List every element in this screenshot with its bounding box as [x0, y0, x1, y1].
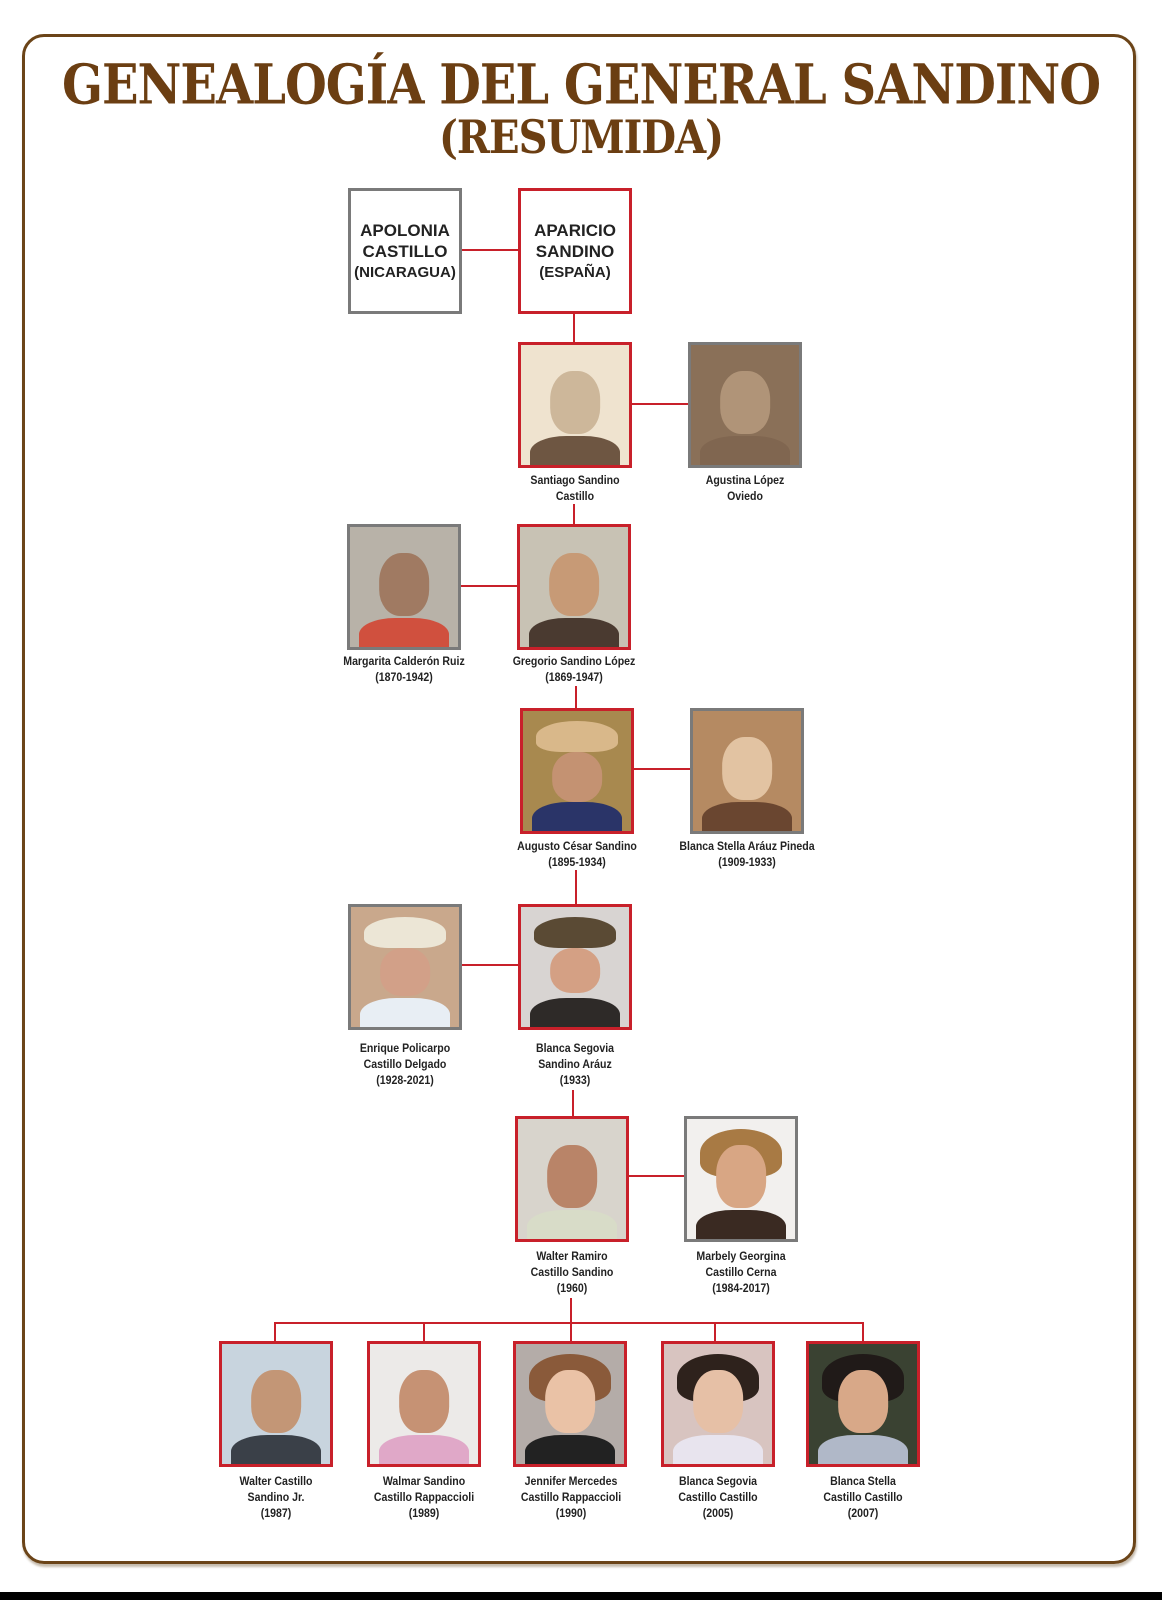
child-connector — [862, 1322, 864, 1342]
photo-walmar-sandino-castillo-rappaccioli — [367, 1341, 481, 1467]
child-connector — [570, 1322, 572, 1342]
photo-enrique-policarpo-castillo-delgado — [348, 904, 462, 1030]
person-label-enrique: Enrique Policarpo Castillo Delgado (1928-2021) — [359, 1041, 451, 1087]
origin: (NICARAGUA) — [354, 263, 456, 281]
photo-blanca-segovia-sandino-arauz — [518, 904, 632, 1030]
descent-connector — [570, 1298, 572, 1322]
child-connector — [274, 1322, 276, 1342]
photo-santiago-sandino-castillo — [518, 342, 632, 468]
person-box-aparicio-sandino — [518, 188, 632, 314]
descent-connector — [572, 1090, 574, 1116]
spouse-connector — [634, 768, 690, 770]
spouse-connector — [462, 249, 518, 251]
page-title: GENEALOGÍA DEL GENERAL SANDINO — [61, 52, 1101, 118]
descent-connector — [573, 314, 575, 342]
person-label-child: Walter Castillo Sandino Jr. (1987) — [239, 1474, 313, 1520]
person-label-augusto: Augusto César Sandino (1895-1934) — [517, 839, 637, 869]
photo-jennifer-mercedes-castillo-rappaccioli — [513, 1341, 627, 1467]
person-label-child: Blanca Segovia Castillo Castillo (2005) — [678, 1474, 758, 1520]
person-label-child: Jennifer Mercedes Castillo Rappaccioli (1990) — [520, 1474, 622, 1520]
photo-blanca-stella-castillo-castillo — [806, 1341, 920, 1467]
name-line: APARICIO — [534, 220, 616, 240]
person-label-gregorio: Gregorio Sandino López (1869-1947) — [512, 654, 636, 684]
descent-connector — [575, 686, 577, 708]
person-box-apolonia-castillo — [348, 188, 462, 314]
name-line: SANDINO — [535, 241, 615, 261]
spouse-connector — [461, 585, 517, 587]
children-bracket — [274, 1322, 864, 1324]
spouse-connector — [629, 1175, 684, 1177]
bottom-black-bar — [0, 1592, 1162, 1600]
photo-walter-ramiro-castillo-sandino — [515, 1116, 629, 1242]
person-label-agustina: Agustina López Oviedo — [705, 473, 785, 503]
child-connector — [423, 1322, 425, 1342]
person-label-child: Blanca Stella Castillo Castillo (2007) — [823, 1474, 903, 1520]
person-label-santiago: Santiago Sandino Castillo — [530, 473, 620, 503]
person-label-marbely: Marbely Georgina Castillo Cerna (1984-2017) — [696, 1249, 786, 1295]
person-label-blanca-segovia-sandino: Blanca Segovia Sandino Aráuz (1933) — [535, 1041, 615, 1087]
descent-connector — [575, 870, 577, 904]
photo-augusto-cesar-sandino — [520, 708, 634, 834]
spouse-connector — [632, 403, 688, 405]
photo-gregorio-sandino-lopez — [517, 524, 631, 650]
photo-margarita-calderon-ruiz — [347, 524, 461, 650]
spouse-connector — [462, 964, 518, 966]
person-label-blanca-stella-arauz: Blanca Stella Aráuz Pineda (1909-1933) — [679, 839, 815, 869]
photo-agustina-lopez-oviedo — [688, 342, 802, 468]
descent-connector — [573, 504, 575, 524]
child-connector — [714, 1322, 716, 1342]
origin: (ESPAÑA) — [539, 263, 611, 281]
page-subtitle: (RESUMIDA) — [438, 110, 724, 165]
name-line: APOLONIA — [360, 220, 450, 240]
name-line: CASTILLO — [362, 241, 448, 261]
person-label-child: Walmar Sandino Castillo Rappaccioli (1989) — [373, 1474, 475, 1520]
photo-walter-castillo-sandino-jr — [219, 1341, 333, 1467]
person-label-margarita: Margarita Calderón Ruiz (1870-1942) — [343, 654, 465, 684]
photo-marbely-georgina-castillo-cerna — [684, 1116, 798, 1242]
person-label-walter-ramiro: Walter Ramiro Castillo Sandino (1960) — [530, 1249, 614, 1295]
photo-blanca-stella-arauz-pineda — [690, 708, 804, 834]
photo-blanca-segovia-castillo-castillo — [661, 1341, 775, 1467]
